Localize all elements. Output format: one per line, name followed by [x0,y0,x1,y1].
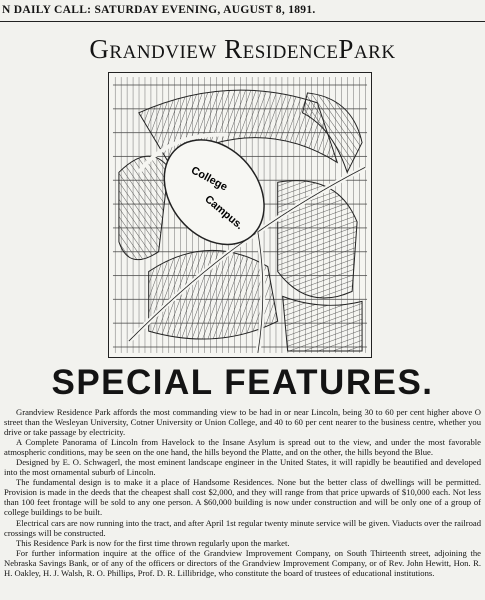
plat-map-drawing [109,73,371,357]
page-title: Grandview ResidencePark [89,34,396,64]
map-label-college: College [188,164,230,194]
special-features-headline: SPECIAL FEATURES. [51,363,434,402]
paragraph-inquiry: For further information inquire at the office of the Grandview Improvement Company, on South Thirteenth street, adjoining the Nebraska Savings Bank, or of any of the officers or directors of the Grandview Improvement Company, or of Rev. John Hewitt, Hon. R. H. Oakley, H. J. Walsh, R. O. Phillips, Prof. D. R. Lillibridge, who constitute the board of trustees of educational institutions. [4,547,481,578]
newspaper-masthead: N DAILY CALL: SATURDAY EVENING, AUGUST 8, 1891. [0,0,485,22]
article-body [4,407,481,578]
map-label-campus: Campus. [202,193,246,233]
paragraph-residences: The fundamental design is to make it a place of Handsome Residences. None but the better class of dwellings will be permitted. Provision is made in the deeds that the cheapest shall cost $2,000, and they will range from that price upwards of $10,000 each. Not less than 100 feet frontage will be sold to any one person. A $60,000 building is now under construction and will be only one of a group of college buildings to be built. [4,477,481,518]
paragraph-view: Grandview Residence Park affords the most commanding view to be had in or near Lincoln, being 30 to 60 per cent higher above O street than the Wesleyan University, Cotner University or Union College, and 40 to 60 per cent nearer to the business centre, whether you drive or take passage by electricity. [4,407,481,438]
paragraph-panorama: A Complete Panorama of Lincoln from Havelock to the Insane Asylum is spread out to the view, and under the most favorable atmospheric conditions, may be seen on the one hand, the hills beyond the Platte, and on the other, the hills beyond the Blue. [4,437,481,458]
paragraph-designer: Designed by E. O. Schwagerl, the most eminent landscape engineer in the United States, it will rapidly be beautified and developed into the most ornamental suburb of Lincoln. [4,457,481,478]
paragraph-market: This Residence Park is now for the first time thrown regularly upon the market. [16,537,290,548]
paragraph-electric-cars: Electrical cars are now running into the tract, and after April 1st regular twenty minute service will be given. Viaducts over the railroad crossings will be constructed. [4,517,481,538]
plat-map [108,72,372,358]
